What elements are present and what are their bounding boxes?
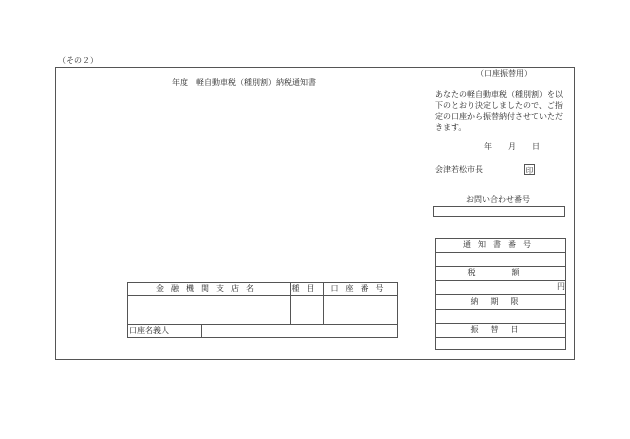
notice-text: あなたの軽自動車税（種別割）を以下のとおり決定しましたので、ご指定の口座から振替納付させていただきます。 — [435, 90, 563, 132]
info-row-divider-1 — [435, 252, 566, 253]
bank-branch-header: 金融機関支店名 — [156, 284, 261, 293]
info-row-divider-3 — [435, 280, 566, 281]
date-line: 年 月 日 — [484, 142, 540, 151]
account-number-header: 口座番号 — [330, 284, 391, 293]
info-row-divider-6 — [435, 323, 566, 324]
inquiry-number-field[interactable] — [433, 206, 565, 217]
info-row-divider-5 — [435, 309, 566, 310]
issuer-name: 会津若松市長 — [435, 165, 483, 174]
info-row-divider-4 — [435, 294, 566, 295]
usage-note: （口座振替用） — [476, 69, 532, 78]
transfer-date-label: 振替日 — [470, 325, 531, 334]
yen-unit: 円 — [557, 282, 565, 291]
due-date-label: 納期限 — [470, 297, 531, 306]
type-cell[interactable] — [290, 295, 324, 325]
account-holder-label: 口座名義人 — [129, 326, 169, 335]
tax-amount-label: 税 額 — [467, 268, 534, 277]
info-row-divider-2 — [435, 266, 566, 267]
form-title: 年度 軽自動車税（種別割）納税通知書 — [172, 78, 316, 87]
bank-branch-cell[interactable] — [127, 295, 291, 325]
sheet-label: （その２） — [58, 56, 98, 65]
account-holder-cell[interactable] — [201, 324, 398, 338]
inquiry-label: お問い合わせ番号 — [466, 195, 530, 204]
info-row-divider-7 — [435, 337, 566, 338]
seal-mark: 印 — [525, 166, 534, 175]
account-number-cell[interactable] — [323, 295, 398, 325]
notice-number-label: 通知書番号 — [463, 240, 538, 249]
type-header: 種目 — [291, 284, 322, 293]
